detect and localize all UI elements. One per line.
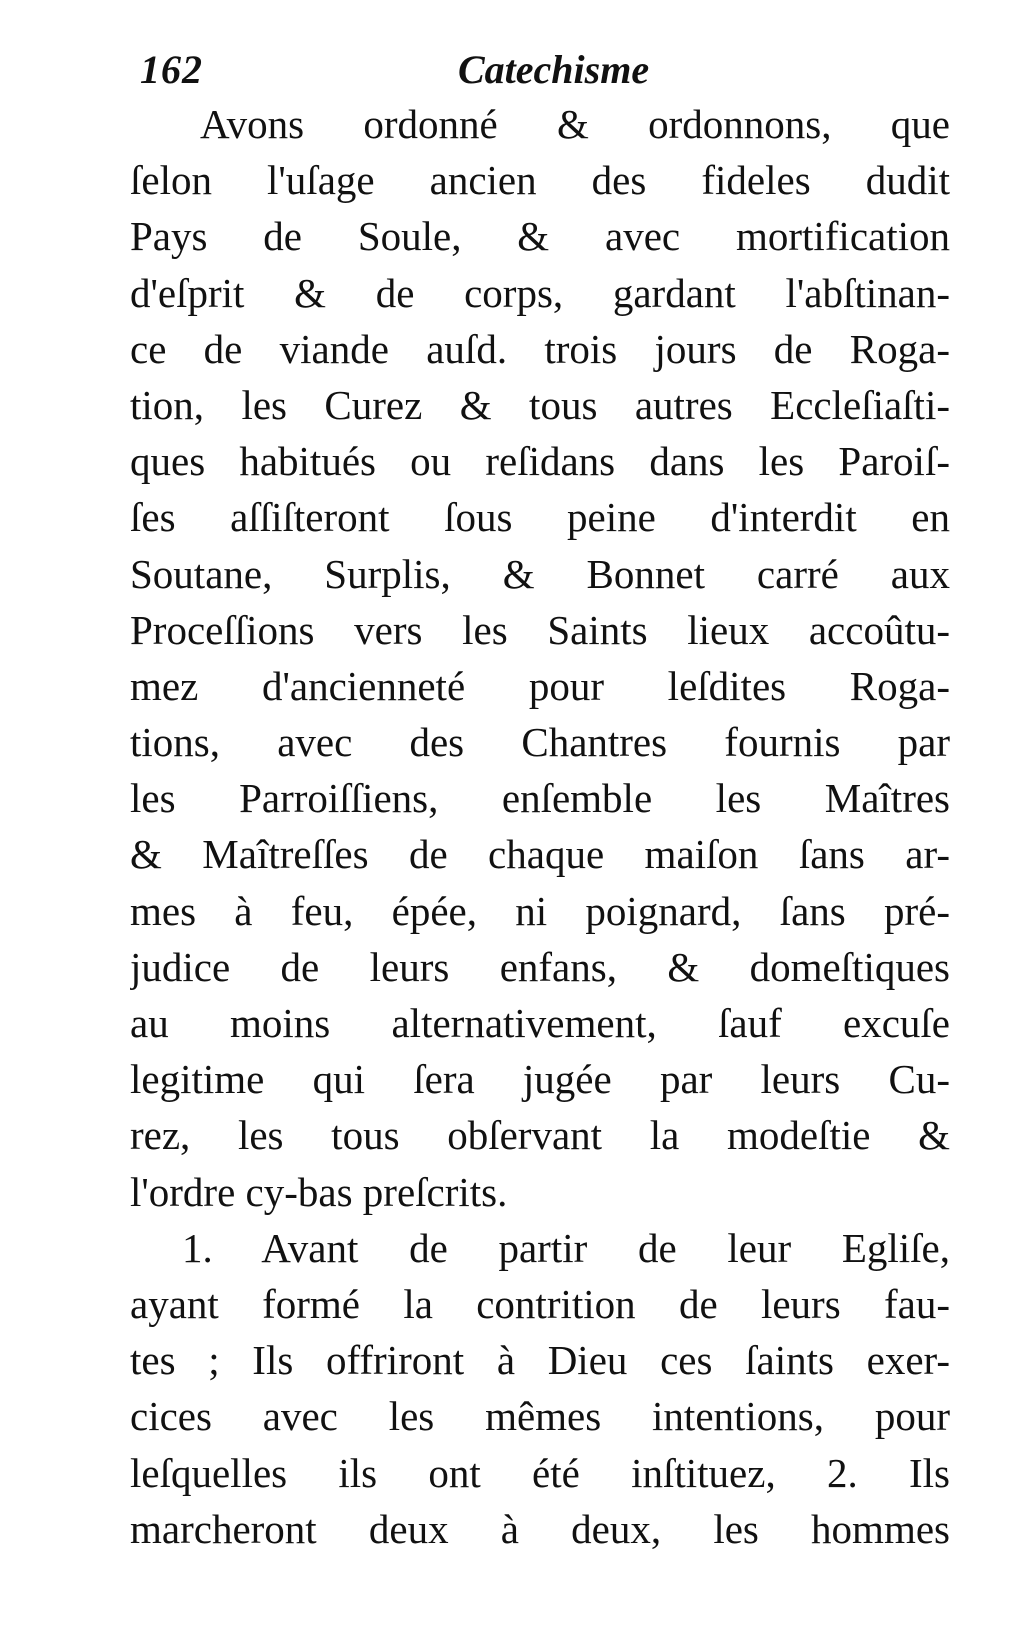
- text-line: les Parroiſſiens, enſemble les Maîtres: [130, 775, 950, 822]
- text-line: ſelon l'uſage ancien des fideles dudit: [130, 157, 950, 204]
- text-line: marcheront deux à deux, les hommes: [130, 1505, 950, 1552]
- text-line: ques habitués ou reſidans dans les Paroiſ-: [130, 438, 950, 485]
- text-line: tions, avec des Chantres fournis par: [130, 719, 950, 766]
- text-line: & Maîtreſſes de chaque maiſon ſans ar-: [130, 831, 950, 878]
- text-line: Avons ordonné & ordonnons, que: [200, 101, 950, 147]
- text-line: l'ordre cy-bas preſcrits.: [130, 1168, 508, 1215]
- running-head: [140, 46, 940, 98]
- text-line: 1. Avant de partir de leur Egliſe,: [182, 1224, 950, 1271]
- text-line: legitime qui ſera jugée par leurs Cu-: [130, 1056, 950, 1103]
- body-text: [130, 96, 950, 1557]
- page-number: 162: [140, 47, 203, 92]
- text-line: mes à feu, épée, ni poignard, ſans pré-: [130, 887, 950, 934]
- text-line: au moins alternativement, ſauf excuſe: [130, 1000, 950, 1046]
- text-line: ce de viande auſd. trois jours de Roga-: [130, 325, 950, 372]
- text-line: Soutane, Surplis, & Bonnet carré aux: [130, 550, 950, 597]
- text-line: d'eſprit & de corps, gardant l'abſtinan-: [130, 269, 950, 316]
- text-line: cices avec les mêmes intentions, pour: [130, 1393, 950, 1440]
- running-title: Catechisme: [458, 47, 650, 92]
- text-line: mez d'ancienneté pour leſdites Roga-: [130, 662, 950, 709]
- text-line: leſquelles ils ont été inſtituez, 2. Ils: [130, 1449, 950, 1496]
- text-line: ſes aſſiſteront ſous peine d'interdit en: [130, 494, 950, 541]
- text-line: Proceſſions vers les Saints lieux accoûtu-: [130, 606, 950, 653]
- text-line: tes ; Ils offriront à Dieu ces ſaints exer-: [130, 1337, 950, 1384]
- text-line: judice de leurs enfans, & domeſtiques: [130, 943, 950, 990]
- text-line: rez, les tous obſervant la modeſtie &: [130, 1112, 950, 1159]
- text-line: Pays de Soule, & avec mortification: [130, 213, 950, 260]
- text-line: ayant formé la contrition de leurs fau-: [130, 1280, 950, 1327]
- text-line: tion, les Curez & tous autres Eccleſiaſti-: [130, 381, 950, 428]
